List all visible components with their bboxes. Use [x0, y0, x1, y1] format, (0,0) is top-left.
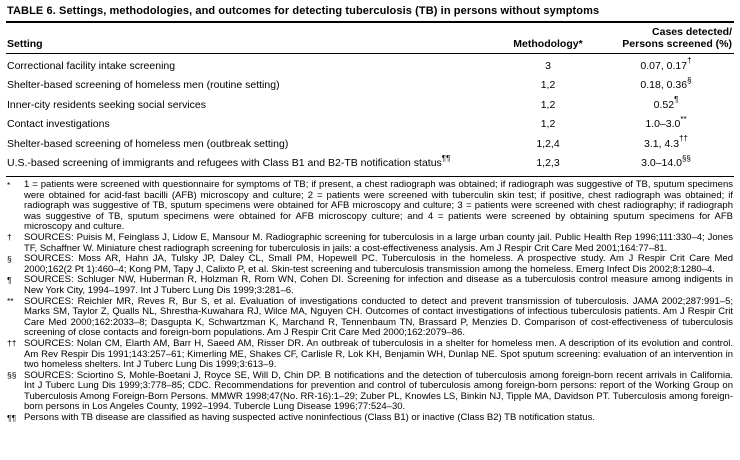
- footnote-text: SOURCES: Nolan CM, Elarth AM, Barr H, Saeed AM, Risser DR. An outbreak of tuberculosis in a shelter for homeless men. A description of its evolution and control. Am Rev Respir Dis 1991;143:257–61; Kimerling ME, Shakes CF, Carlisle R, Lok KH, Benjamin WH, Dunlap NE. Spot sputum screening: evaluation of an intervention in two homeless shelters. Int J Tuberc Lung Dis 1999;3:613–9.: [24, 337, 733, 371]
- setting-text: Shelter-based screening of homeless men (outbreak setting): [7, 137, 289, 150]
- cases-footnote-mark: †: [687, 56, 692, 66]
- footnote-marker: §§: [7, 370, 17, 381]
- table-body: [6, 54, 734, 176]
- setting-footnote-mark: ¶¶: [441, 153, 451, 163]
- footnote-text: SOURCES: Schluger NW, Huberman R, Holzman R, Rom WN, Cohen DI. Screening for infection and disease as a tuberculosis control measure among indigents in New York City, 1994–1997. Int J Tuberc Lung Dis 1999;3:281–6.: [24, 274, 733, 296]
- footnote-marker: †: [7, 232, 12, 243]
- cell-setting: [6, 153, 498, 170]
- cases-value: 0.07, 0.17: [640, 59, 688, 72]
- col-header-methodology: Methodology*: [513, 38, 583, 50]
- cell-cases: [598, 153, 734, 170]
- cell-setting: [6, 118, 498, 130]
- setting-text: Correctional facility intake screening: [7, 59, 176, 72]
- cell-methodology: 1,2: [540, 79, 556, 92]
- footnote: [6, 339, 734, 371]
- setting-text: Contact investigations: [7, 118, 110, 131]
- cell-setting: [6, 79, 498, 91]
- footnote-text: SOURCES: Sciortino S, Mohle-Boetani J, Royce SE, Will D, Chin DP. B notifications and the detection of tuberculosis among foreign-born recent arrivals in California. Int J Tuberc Lung Dis 1999;3:778–85; CDC. Recommendations for prevention and control of tuberculosis among foreign-born persons: report of the Working Group on Tuberculosis Among Foreign-Born Persons. MMWR 1998;47(No. RR-16):1–29; Zuber PL, Knowles LS, Binkin NJ, Tipple MA, Davidson PT. Tuberculosis among foreign-born persons in Los Angeles County, 1992–1994. Tubercle Lung Disease 1996;77:524–30.: [24, 369, 733, 413]
- footnote-marker: ¶¶: [7, 412, 17, 423]
- footnote-marker: **: [7, 296, 14, 307]
- footnote-marker: *: [7, 179, 11, 190]
- col-header-cases: [598, 26, 734, 50]
- table-row: [6, 95, 734, 115]
- table-row: [6, 115, 734, 135]
- cases-footnote-mark: §§: [681, 153, 691, 163]
- cell-cases: [598, 134, 734, 150]
- footnote: [6, 413, 734, 424]
- cell-cases: [598, 95, 734, 111]
- cell-methodology: 1,2: [540, 98, 556, 111]
- cases-footnote-mark: ††: [679, 134, 688, 144]
- table-row: [6, 56, 734, 76]
- footnote-text: SOURCES: Reichler MR, Reves R, Bur S, et al. Evaluation of investigations conducted to detect and prevent transmission of tuberculosis. JAMA 2002;287:991–5; Marks SM, Taylor Z, Qualls NL, Shrestha-Kuwahara RJ, Wilce MA, Nguyen CH. Outcomes of contact investigations of infectious tuberculosis patients. Am J Respir Crit Care Med 2000;162:2033–8; Dasgupta K, Schwartzman K, Marchand R, Tennenbaum TN, Brassard P, Menzies D. Comparison of cost-effectiveness of tuberculosis screening of close contacts and foreign-born populations. Am J Respir Crit Care Med 2000;162:2079–86.: [24, 295, 733, 339]
- footnote: [6, 233, 734, 254]
- table-row: [6, 76, 734, 96]
- footnote: [6, 254, 734, 275]
- table-row: [6, 154, 734, 174]
- footnote-text: SOURCES: Moss AR, Hahn JA, Tulsky JP, Daley CL, Small PM, Hopewell PC. Tuberculosis in the homeless. A prospective study. Am J Respir Crit Care Med 2000;162(2 Pt 1):460–4; Kong PM, Tapy J, Calixto P, et al. Skin-test screening and tuberculosis transmission among the homeless. Emerg Infect Dis 2002;8:1280–4.: [24, 253, 733, 275]
- table-row: [6, 134, 734, 154]
- footnote: [6, 180, 734, 233]
- cell-setting: [6, 138, 498, 150]
- table-header-row: [6, 23, 734, 53]
- footnote-marker: §: [7, 253, 12, 264]
- cell-methodology: 3: [545, 59, 551, 72]
- cases-value: 3.1, 4.3: [644, 137, 680, 150]
- col-header-cases-line2: Persons screened (%): [622, 38, 732, 50]
- footnote-marker: ¶: [7, 274, 12, 285]
- cell-cases: [598, 114, 734, 131]
- footnote-marker: ††: [7, 338, 17, 349]
- table-title: TABLE 6. Settings, methodologies, and outcomes for detecting tuberculosis (TB) in persons without symptoms: [7, 5, 600, 17]
- col-header-cases-line1: Cases detected/: [652, 26, 732, 38]
- cell-cases: [598, 75, 734, 92]
- cases-value: 1.0–3.0: [645, 118, 681, 131]
- col-header-setting: Setting: [7, 38, 43, 50]
- setting-text: U.S.-based screening of immigrants and refugees with Class B1 and B2-TB notification status: [7, 157, 442, 170]
- cases-value: 3.0–14.0: [641, 157, 682, 170]
- cell-methodology: 1,2,4: [536, 137, 560, 150]
- cases-value: 0.18, 0.36: [640, 79, 688, 92]
- setting-text: Inner-city residents seeking social services: [7, 98, 206, 111]
- footnote-text: 1 = patients were screened with questionnaire for symptoms of TB; if present, a chest radiograph was obtained; if radiograph was suggestive of TB, sputum specimens were obtained for acid-fast bacilli (AFB) microscopy and culture; 2 = patients were screened with tuberculin skin test; if positive, chest radiograph was obtained; if radiograph was suggestive of TB, sputum specimens were obtained for AFB microscopy and culture; 3 = patients were screened with chest radiography; if radiograph was suggestive of TB, sputum specimens were obtained for AFB microscopy culture; and 4 = patients were screened by obtaining sputum specimens for AFB microscopy and culture.: [24, 179, 733, 233]
- cell-methodology: 1,2,3: [536, 157, 560, 170]
- footnote: [6, 297, 734, 339]
- cases-value: 0.52: [653, 98, 675, 111]
- footnote: [6, 275, 734, 296]
- cell-setting: [6, 99, 498, 111]
- cell-setting: [6, 60, 498, 72]
- footnote: [6, 371, 734, 413]
- cases-footnote-mark: **: [680, 114, 687, 124]
- cases-footnote-mark: ¶: [674, 95, 679, 105]
- setting-text: Shelter-based screening of homeless men (routine setting): [7, 79, 280, 92]
- cell-methodology: 1,2: [540, 118, 556, 131]
- footnotes-section: [6, 177, 734, 424]
- cell-cases: [598, 56, 734, 72]
- footnote-text: Persons with TB disease are classified as having suspected active noninfectious (Class B1) or inactive (Class B2) TB notification status.: [24, 412, 595, 424]
- cases-footnote-mark: §: [687, 75, 692, 85]
- footnote-text: SOURCES: Puisis M, Feinglass J, Lidow E, Mansour M. Radiographic screening for tuberculosis in a large urban county jail. Public Health Rep 1996;111:330–4; Jones TF, Schaffner W. Miniature chest radiograph screening for tuberculosis in jails: a cost-effectiveness analysis. Am J Respir Crit Care Med 2001;164:77–81.: [24, 231, 733, 254]
